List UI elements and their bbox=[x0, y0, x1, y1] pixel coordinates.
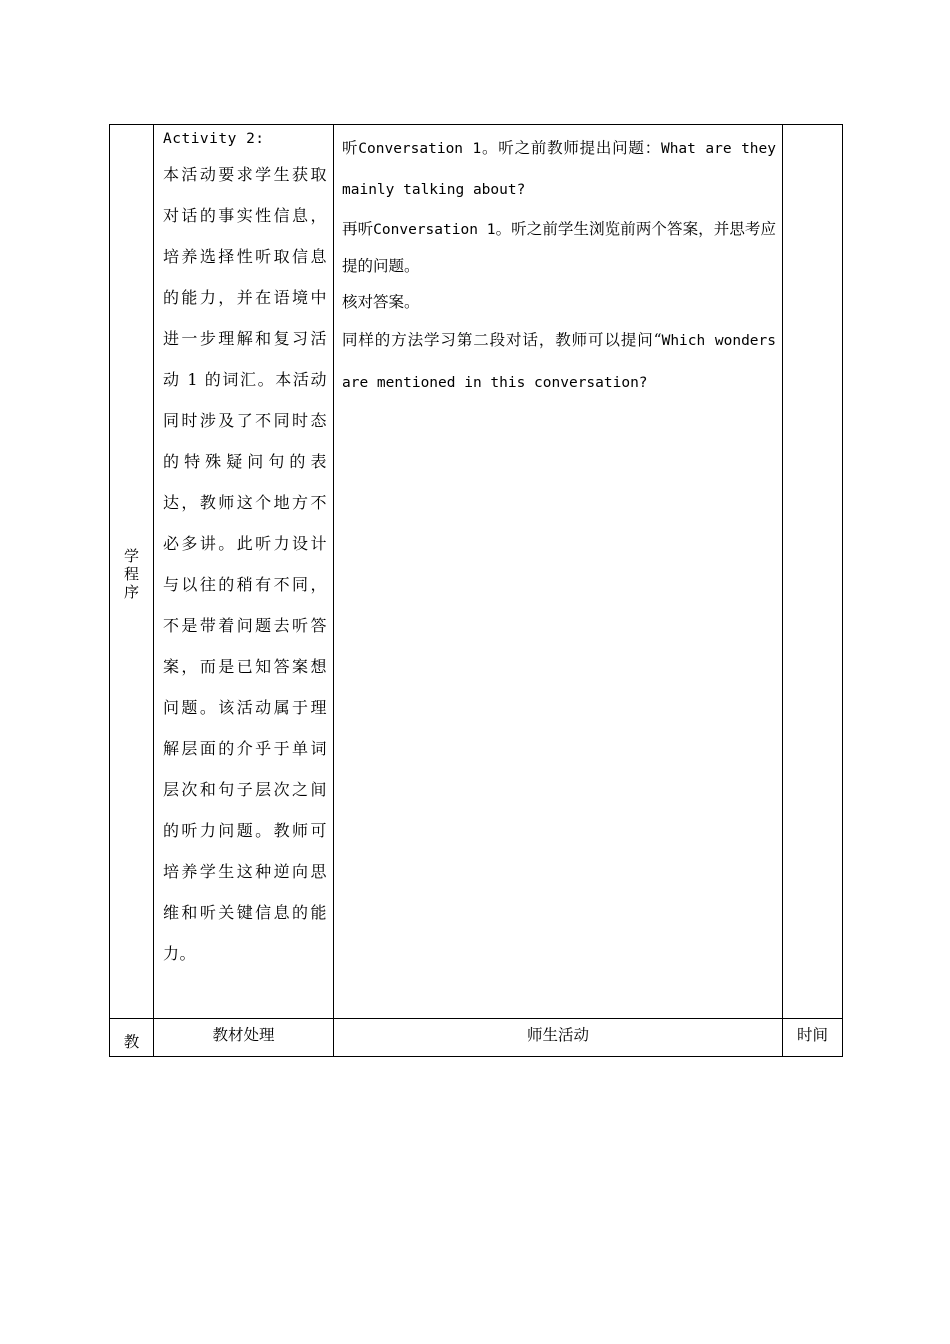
time-cell bbox=[783, 125, 843, 1019]
main-row bbox=[110, 125, 843, 1019]
footer-col-materials: 教材处理 bbox=[154, 1019, 334, 1057]
side-label-cell bbox=[110, 125, 154, 1019]
header-row bbox=[110, 1019, 843, 1057]
notes-cell bbox=[154, 125, 334, 1019]
notes-text: 本活动要求学生获取对话的事实性信息，培养选择性听取信息的能力，并在语境中进一步理解和复习活动 1 的词汇。本活动同时涉及了不同时态的特殊疑问句的表达，教师这个地方不必多讲。此听力设计与以往的稍有不同，不是带着问题去听答案，而是已知答案想问题。该活动属于理解层面的介乎于单词层次和句子层次之间的听力问题。教师可培养学生这种逆向思维和听关键信息的能力。 bbox=[163, 165, 327, 963]
activity-step-2: 再听Conversation 1。听之前学生浏览前两个答案，并思考应提的问题。 bbox=[342, 220, 776, 275]
activity-step-1: 听Conversation 1。听之前教师提出问题：What are they mainly talking about? bbox=[342, 139, 776, 198]
footer-col-time: 时间 bbox=[783, 1019, 843, 1057]
footer-col-teach: 教 bbox=[110, 1019, 154, 1057]
activities-cell bbox=[334, 125, 783, 1019]
activity-heading: Activity 2: bbox=[163, 131, 265, 147]
lesson-plan-table bbox=[109, 124, 843, 1057]
side-label: 学程序 bbox=[123, 547, 139, 601]
footer-col-activities: 师生活动 bbox=[334, 1019, 783, 1057]
activity-step-3: 核对答案。 bbox=[342, 293, 420, 311]
activity-step-4: 同样的方法学习第二段对话，教师可以提问“Which wonders are mentioned in this conversation? bbox=[342, 331, 776, 391]
